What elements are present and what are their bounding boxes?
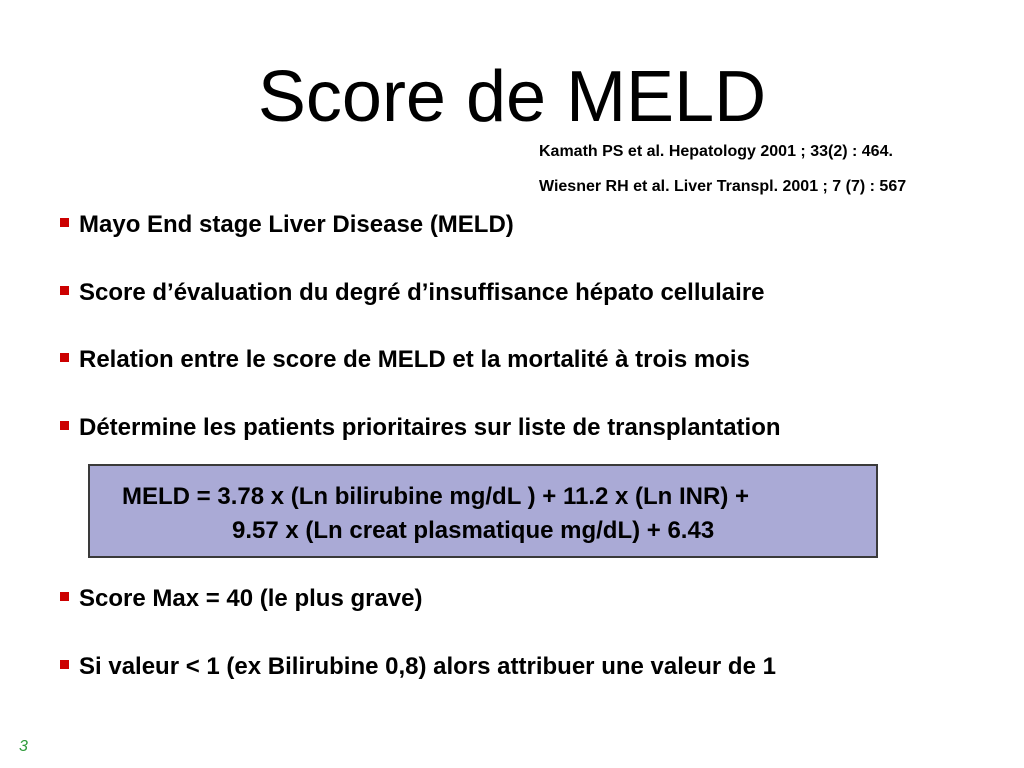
bullet-text: Score d’évaluation du degré d’insuffisance hépato cellulaire <box>79 279 765 306</box>
bullet-text: Détermine les patients prioritaires sur liste de transplantation <box>79 414 781 441</box>
square-bullet-icon <box>60 218 69 227</box>
bullet-text: Relation entre le score de MELD et la mortalité à trois mois <box>79 346 750 373</box>
bullet-item-mortality <box>60 345 750 375</box>
bullet-item-evaluation <box>60 278 765 308</box>
bullet-text: Si valeur < 1 (ex Bilirubine 0,8) alors attribuer une valeur de 1 <box>79 653 776 680</box>
reference-kamath: Kamath PS et al. Hepatology 2001 ; 33(2) : 464. <box>539 143 893 160</box>
bullet-item-meld-definition <box>60 210 514 240</box>
page-number: 3 <box>19 738 28 755</box>
bullet-item-score-max <box>60 584 423 614</box>
formula-line-2: 9.57 x (Ln creat plasmatique mg/dL) + 6.43 <box>232 517 715 544</box>
formula-line-1: MELD = 3.78 x (Ln bilirubine mg/dL ) + 11.2 x (Ln INR) + <box>122 483 750 510</box>
bullet-item-transplantation <box>60 413 781 443</box>
bullet-text: Mayo End stage Liver Disease (MELD) <box>79 211 514 238</box>
bullet-item-min-value-rule <box>60 652 776 682</box>
square-bullet-icon <box>60 286 69 295</box>
meld-formula-box <box>88 464 878 558</box>
bullet-text: Score Max = 40 (le plus grave) <box>79 585 423 612</box>
slide-title: Score de MELD <box>257 57 767 137</box>
square-bullet-icon <box>60 660 69 669</box>
reference-wiesner: Wiesner RH et al. Liver Transpl. 2001 ; 7 (7) : 567 <box>539 178 907 195</box>
square-bullet-icon <box>60 592 69 601</box>
square-bullet-icon <box>60 421 69 430</box>
square-bullet-icon <box>60 353 69 362</box>
